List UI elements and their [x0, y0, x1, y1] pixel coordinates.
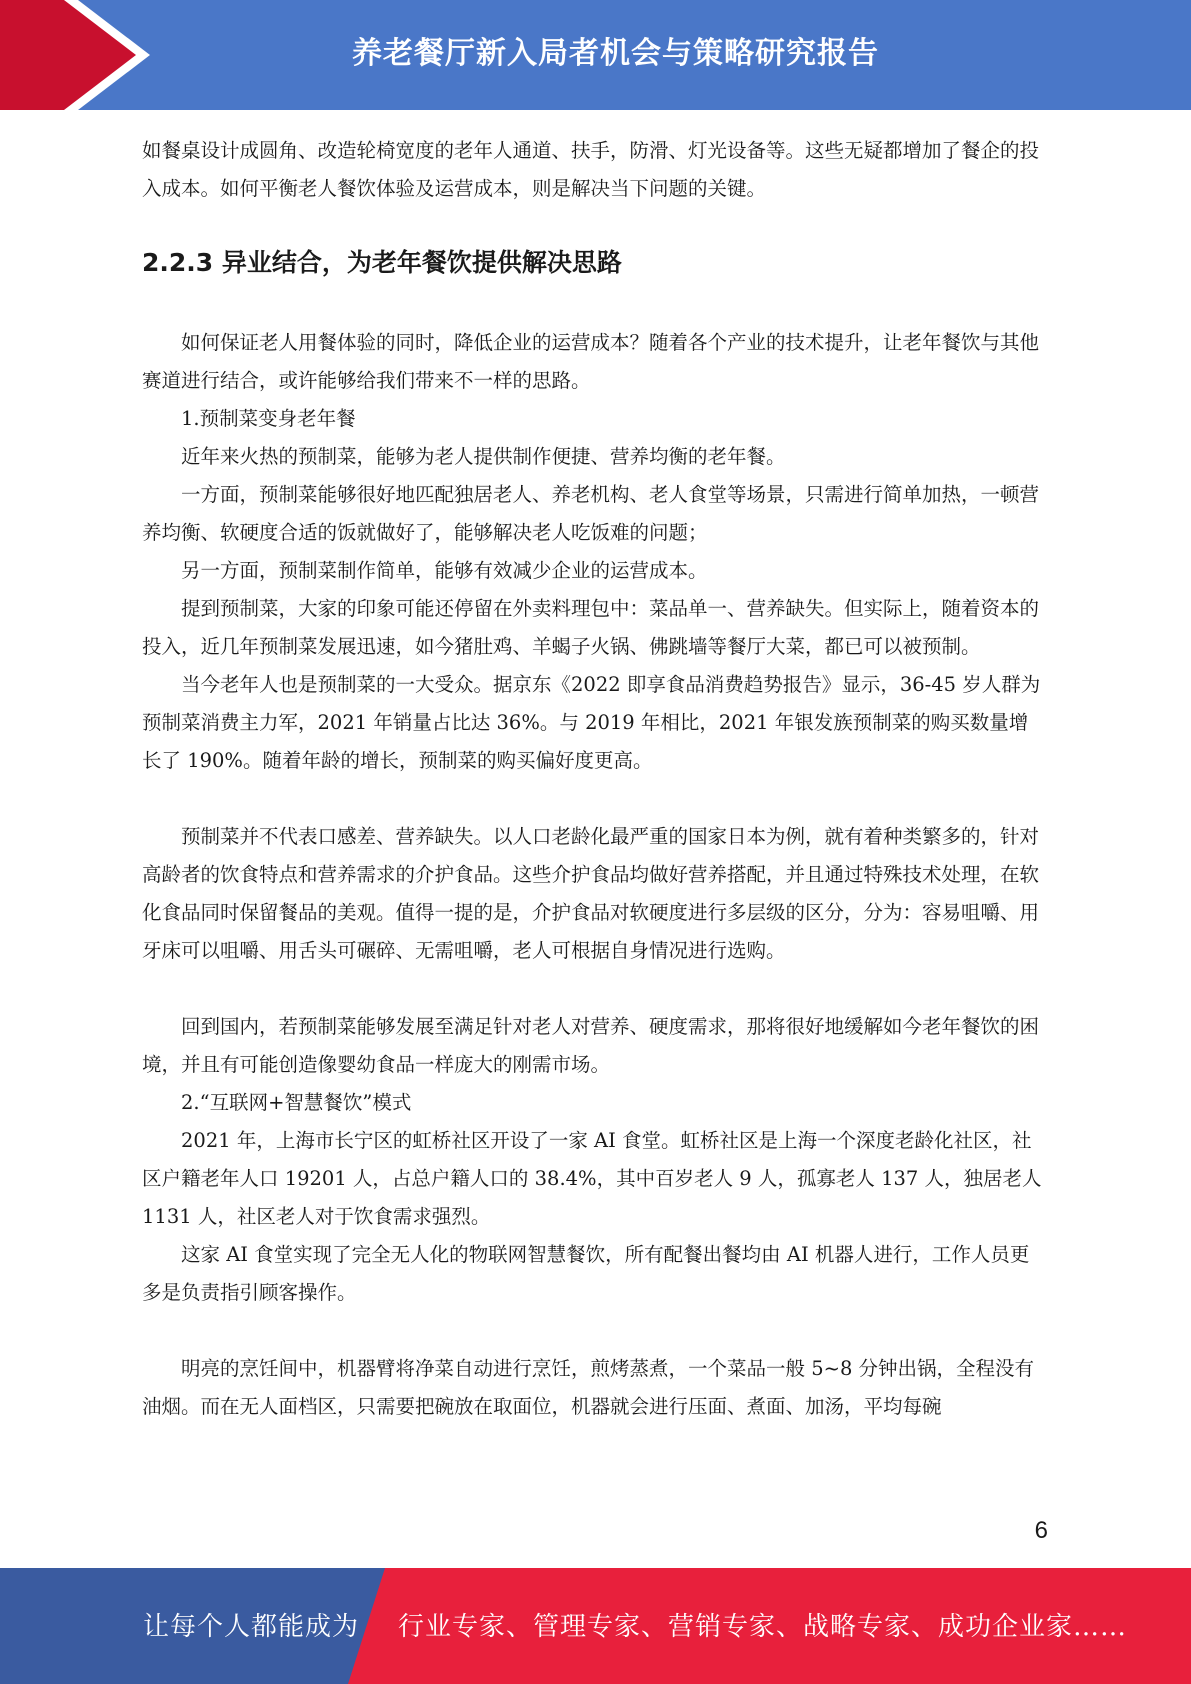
paragraph: 一方面，预制菜能够很好地匹配独居老人、养老机构、老人食堂等场景，只需进行简单加热，一顿营养均衡、软硬度合适的饭就做好了，能够解决老人吃饭难的问题；: [142, 483, 1040, 544]
section-heading: 2.2.3 异业结合，为老年餐饮提供解决思路: [142, 248, 622, 277]
page-footer: [0, 1568, 1191, 1684]
paragraph: 明亮的烹饪间中，机器臂将净菜自动进行烹饪，煎烤蒸煮，一个菜品一般 5~8 分钟出锅，全程没有油烟。而在无人面档区，只需要把碗放在取面位，机器就会进行压面、煮面、加汤，平均每碗: [142, 1357, 1035, 1418]
page-content: [142, 132, 1047, 1426]
paragraph: 回到国内，若预制菜能够发展至满足针对老人对营养、硬度需求，那将很好地缓解如今老年餐饮的困境，并且有可能创造像婴幼食品一样庞大的刚需市场。: [142, 1015, 1040, 1076]
paragraph: 如餐桌设计成圆角、改造轮椅宽度的老年人通道、扶手，防滑、灯光设备等。这些无疑都增加了餐企的投入成本。如何平衡老人餐饮体验及运营成本，则是解决当下问题的关键。: [142, 139, 1040, 200]
page-header: [0, 0, 1191, 110]
paragraph: 这家 AI 食堂实现了完全无人化的物联网智慧餐饮，所有配餐出餐均由 AI 机器人进行，工作人员更多是负责指引顾客操作。: [142, 1243, 1030, 1304]
page-number: 6: [1034, 1517, 1048, 1544]
footer-slogan-left: 让每个人都能成为: [143, 1612, 360, 1642]
list-heading: 2.“互联网+智慧餐饮”模式: [181, 1091, 412, 1114]
paragraph: 预制菜并不代表口感差、营养缺失。以人口老龄化最严重的国家日本为例，就有着种类繁多的，针对高龄者的饮食特点和营养需求的介护食品。这些介护食品均做好营养搭配，并且通过特殊技术处理，在软化食品同时保留餐品的美观。值得一提的是，介护食品对软硬度进行多层级的区分，分为：容易咀嚼、用牙床可以咀嚼、用舌头可碾碎、无需咀嚼，老人可根据自身情况进行选购。: [142, 825, 1040, 962]
paragraph: 提到预制菜，大家的印象可能还停留在外卖料理包中：菜品单一、营养缺失。但实际上，随着资本的投入，近几年预制菜发展迅速，如今猪肚鸡、羊蝎子火锅、佛跳墙等餐厅大菜，都已可以被预制。: [142, 597, 1040, 658]
paragraph: 当今老年人也是预制菜的一大受众。据京东《2022 即享食品消费趋势报告》显示，36-45 岁人群为预制菜消费主力军，2021 年销量占比达 36%。与 2019 年相比，2021 年银发族预制菜的购买数量增长了 190%。随着年龄的增长，预制菜的购买偏好度更高。: [142, 673, 1041, 772]
paragraph: 近年来火热的预制菜，能够为老人提供制作便捷、营养均衡的老年餐。: [181, 445, 786, 468]
paragraph: 另一方面，预制菜制作简单，能够有效减少企业的运营成本。: [181, 559, 708, 582]
list-heading: 1.预制菜变身老年餐: [181, 407, 356, 430]
paragraph: 如何保证老人用餐体验的同时，降低企业的运营成本？随着各个产业的技术提升，让老年餐饮与其他赛道进行结合，或许能够给我们带来不一样的思路。: [142, 331, 1040, 392]
report-title: 养老餐厅新入局者机会与策略研究报告: [352, 36, 879, 71]
footer-slogan-right: 行业专家、管理专家、营销专家、战略专家、成功企业家……: [398, 1612, 1128, 1642]
paragraph: 2021 年，上海市长宁区的虹桥社区开设了一家 AI 食堂。虹桥社区是上海一个深度老龄化社区，社区户籍老年人口 19201 人，占总户籍人口的 38.4%，其中百岁老人 9 人，孤寡老人 137 人，独居老人 1131 人，社区老人对于饮食需求强烈。: [142, 1129, 1042, 1228]
